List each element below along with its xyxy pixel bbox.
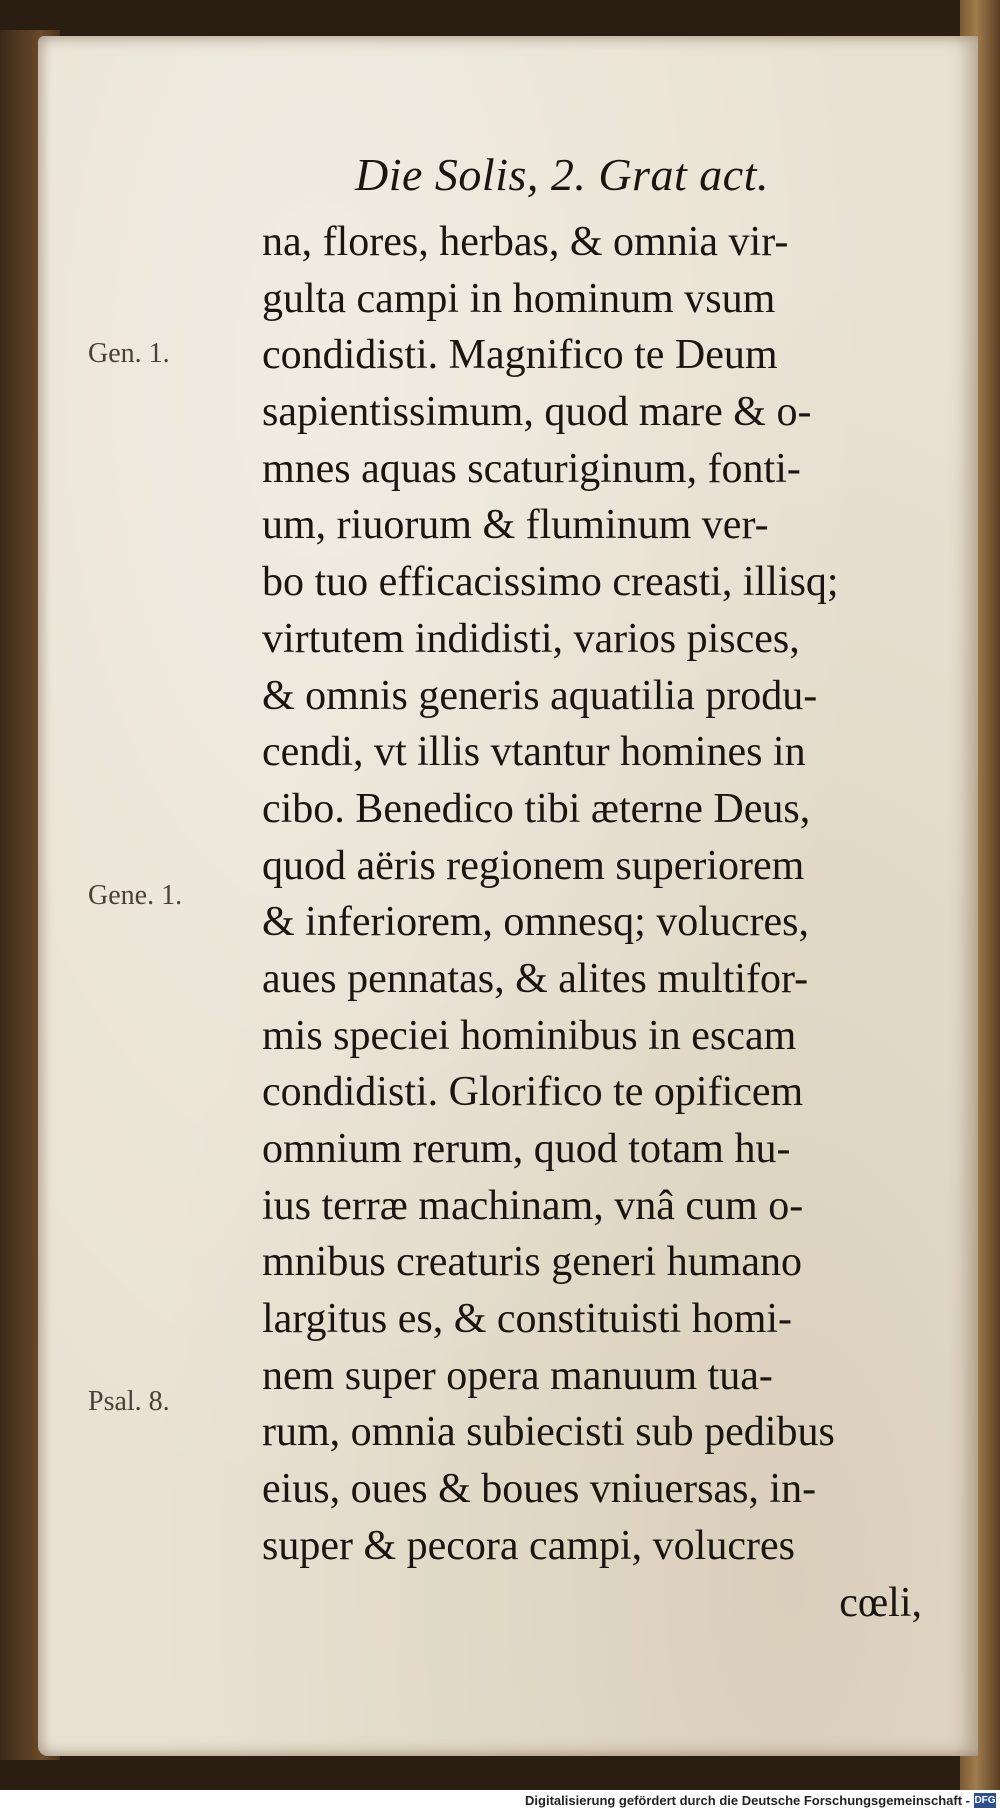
text-line: super & pecora campi, volucres [262,1522,795,1569]
margin-note: Gen. 1. [88,338,170,369]
text-line: virtutem indidisti, varios pisces, [262,615,800,662]
text-line: mnes aquas scaturiginum, fonti- [262,445,801,492]
text-line: na, flores, herbas, & omnia vir- [262,219,789,265]
text-line: aues pennatas, & alites multifor- [262,955,809,1002]
footer-credit: Digitalisierung gefördert durch die Deutsche Forschungsgemeinschaft - [525,1793,970,1808]
text-line: nem super opera manuum tua- [262,1352,773,1399]
text-line: cendi, vt illis vtantur homines in [262,729,806,776]
text-line: & inferiorem, omnesq; volucres, [262,899,810,946]
text-line: condidisti. Magnifico te Deum [262,332,778,379]
dfg-logo: DFG [974,1795,996,1806]
text-line: quod aëris regionem superiorem [262,842,805,889]
text-line: mnibus creaturis generi humano [262,1239,803,1286]
text-line: sapientissimum, quod mare & o- [262,389,812,436]
running-header: Die Solis, 2. Grat act. [355,149,769,200]
text-line: mis speciei hominibus in escam [262,1012,797,1059]
text-line: gulta campi in hominum vsum [262,275,776,322]
text-line: omnium rerum, quod totam hu- [262,1126,791,1172]
text-line: & omnis generis aquatilia produ- [262,672,818,719]
margin-note: Gene. 1. [88,880,183,911]
text-line: bo tuo efficacissimo creasti, illisq; [262,559,839,606]
body-text [262,214,942,1631]
text-line: condidisti. Glorifico te opificem [262,1069,804,1116]
text-line: eius, oues & boues vniuersas, in- [262,1466,817,1513]
text-line: um, riuorum & fluminum ver- [262,502,769,549]
text-line: rum, omnia subiecisti sub pedibus [262,1409,835,1456]
text-line: largitus es, & constituisti homi- [262,1296,793,1343]
text-line: ius terræ machinam, vnâ cum o- [262,1182,804,1229]
text-line: cibo. Benedico tibi æterne Deus, [262,785,811,832]
catchword: cœli, [839,1579,922,1626]
margin-note: Psal. 8. [88,1386,170,1417]
